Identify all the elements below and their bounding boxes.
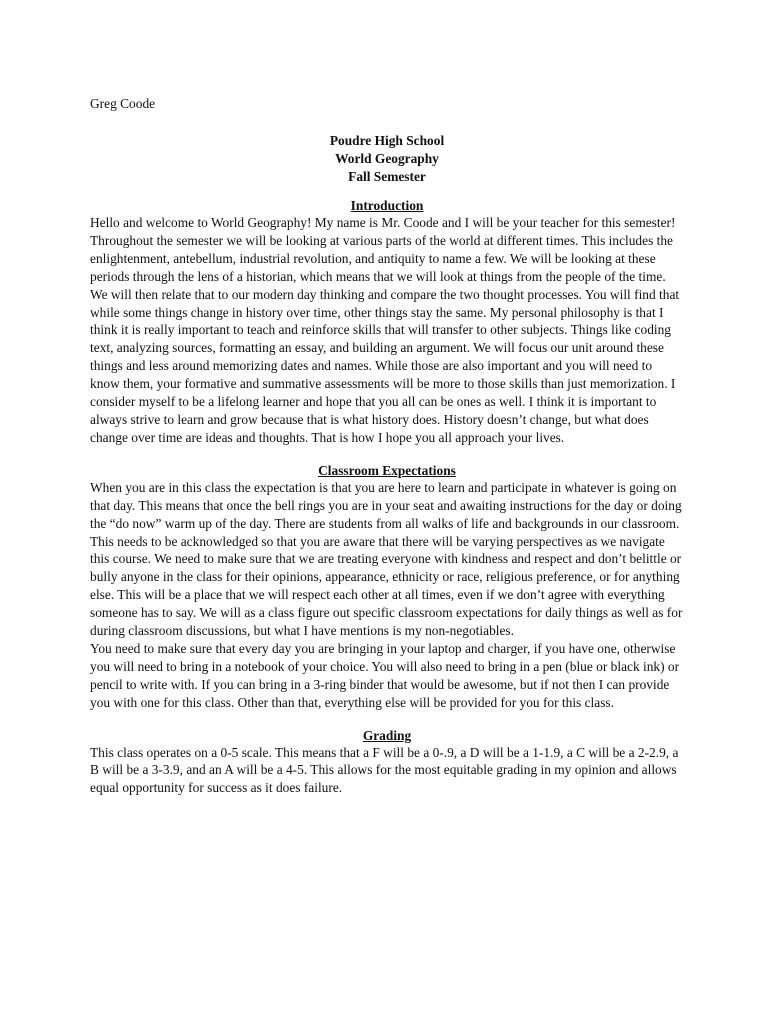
materials-paragraph: You need to make sure that every day you are bringing in your laptop and charger, if you have one, otherwise you will need to bring in a notebook of your choice. You will also need to bring in a pen (blue or black ink) or pencil to write with. If you can bring in a 3-ring binder that would be awesome, but if not then I can provide you with one for this class. Other than that, everything else will be provided for you for this class. <box>90 640 680 710</box>
section-introduction <box>90 197 684 447</box>
author-name: Greg Coode <box>90 96 156 111</box>
section-grading <box>90 727 684 798</box>
section-title-grading: Grading <box>362 727 412 743</box>
school-name: Poudre High School <box>329 133 445 148</box>
term-name: Fall Semester <box>348 169 426 184</box>
course-name: World Geography <box>335 151 439 166</box>
introduction-paragraph: Hello and welcome to World Geography! My name is Mr. Coode and I will be your teacher for this semester! Throughout the semester we will be looking at various parts of the world at different times. This includes the enlightenment, antebellum, industrial revolution, and antiquity to name a few. We will be looking at these periods through the lens of a historian, which means that we will look at things from the people of the time. We will then relate that to our modern day thinking and compare the two thought processes. You will find that while some things change in history over time, other things stay the same. My personal philosophy is that I think it is really important to teach and reinforce skills that will transfer to other subjects. Things like coding text, analyzing sources, formatting an essay, and building an argument. We will focus our unit around these things and less around memorizing dates and names. While those are also important and you will need to know them, your formative and summative assessments will be more to those skills than just memorization. I consider myself to be a lifelong learner and hope that you all can be ones as well. I think it is important to always strive to learn and grow because that is what history does. History doesn’t change, but what does change over time are ideas and thoughts. That is how I hope you all approach your lives. <box>90 215 680 445</box>
section-classroom-expectations <box>90 462 684 712</box>
grading-paragraph: This class operates on a 0-5 scale. This means that a F will be a 0-.9, a D will be a 1-1.9, a C will be a 2-2.9, a B will be a 3-3.9, and an A will be a 4-5. This allows for the most equitable grading in my opinion and allows equal opportunity for success as it does failure. <box>90 744 679 796</box>
expectations-paragraph: When you are in this class the expectation is that you are here to learn and participate in whatever is going on that day. This means that once the bell rings you are in your seat and awaiting instructions for the day or doing the “do now” warm up of the day. There are students from all walks of life and backgrounds in our classroom. This needs to be acknowledged so that you are aware that there will be varying perspectives as we navigate this course. We need to make sure that we are treating everyone with kindness and respect and don’t belittle or bully anyone in the class for their opinions, appearance, ethnicity or race, religious preference, or for anything else. This will be a place that we will respect each other at all times, even if we don’t agree with everything someone has to say. We will as a class figure out specific classroom expectations for daily things as well as for during classroom discussions, but what I have mentions is my non-negotiables. <box>90 479 683 639</box>
section-title-introduction: Introduction <box>350 198 424 213</box>
section-title-classroom-expectations: Classroom Expectations <box>318 462 456 478</box>
document-header <box>90 132 684 186</box>
